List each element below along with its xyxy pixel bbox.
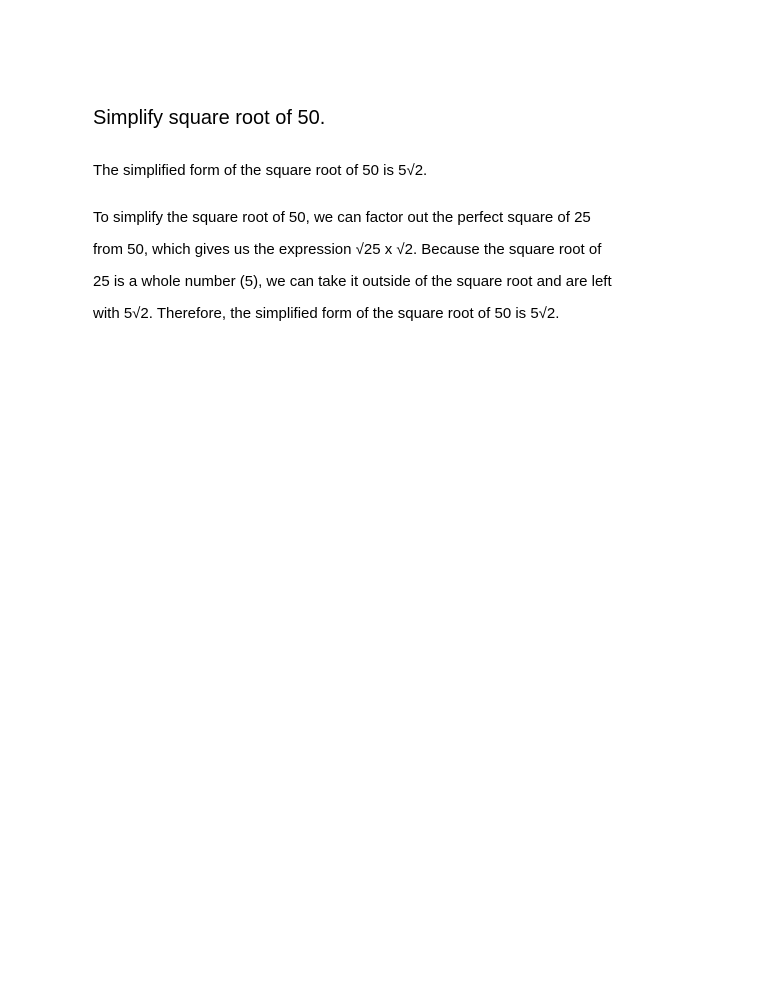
answer-paragraph: The simplified form of the square root of 50 is 5√2.	[93, 162, 428, 179]
explanation-line: To simplify the square root of 50, we can factor out the perfect square of 25	[93, 209, 591, 226]
document-title: Simplify square root of 50.	[93, 107, 326, 129]
explanation-line: 25 is a whole number (5), we can take it outside of the square root and are left	[93, 273, 612, 290]
explanation-line: with 5√2. Therefore, the simplified form of the square root of 50 is 5√2.	[93, 305, 560, 322]
explanation-paragraph	[93, 208, 612, 336]
explanation-line: from 50, which gives us the expression √25 x √2. Because the square root of	[93, 241, 602, 258]
